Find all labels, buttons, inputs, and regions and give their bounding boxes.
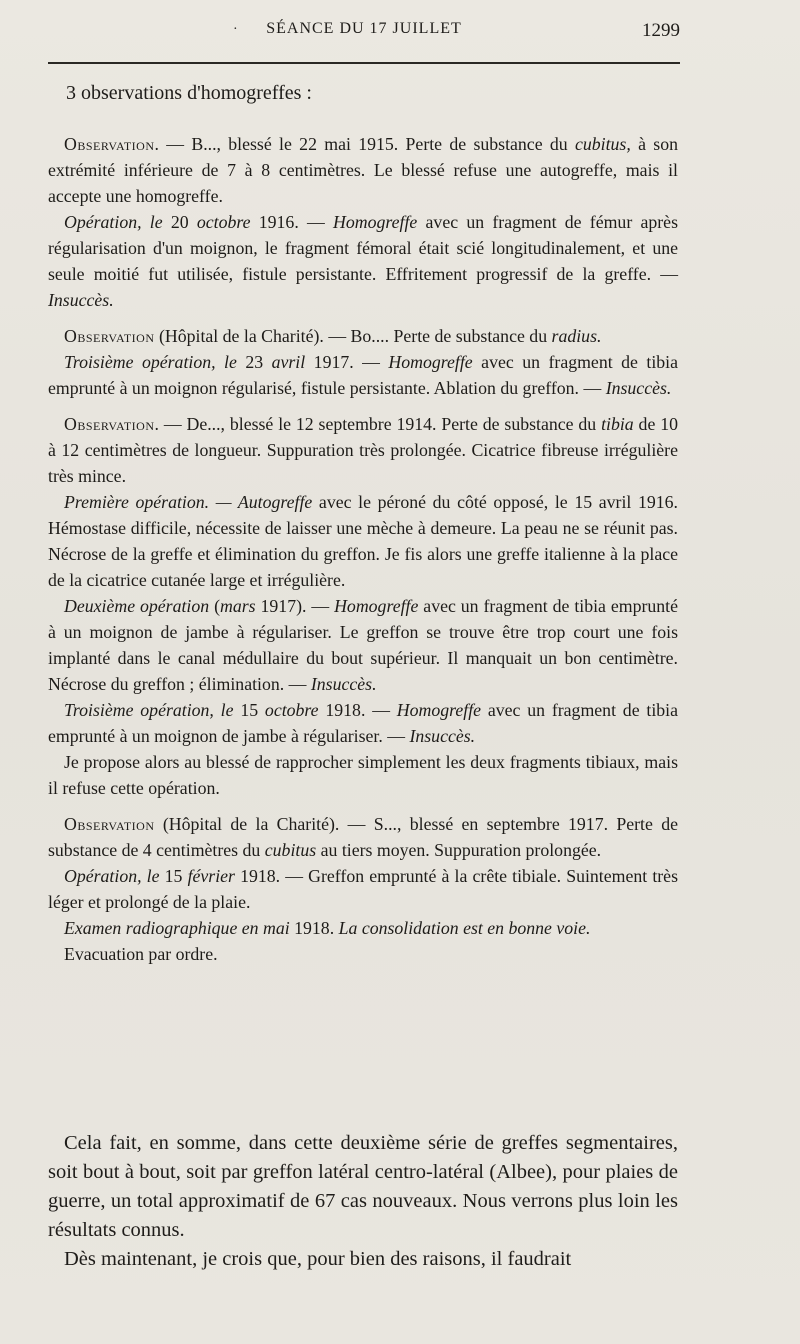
observation-3-intro	[48, 411, 678, 489]
text-span: 15	[159, 866, 188, 886]
observation-1-operation	[48, 209, 678, 313]
text-span: 15	[233, 700, 265, 720]
italic-span: Insuccès.	[605, 378, 672, 398]
italic-span: Deuxième opération	[64, 596, 210, 616]
text-span: avec un fragment de fémur après régularisation d'un moignon, le fragment fémoral était scié longitudinalement, et une seule moitié fut utilisée, fistule persistante. Effritement progressif de la greffe. —	[48, 212, 678, 284]
observation-label: Observation	[64, 326, 155, 346]
page-number: 1299	[642, 20, 680, 41]
italic-span: Troisième opération, le	[64, 352, 237, 372]
italic-span: tibia	[601, 414, 634, 434]
italic-span: cubitus	[264, 840, 317, 860]
italic-span: Examen radiographique en mai	[64, 918, 290, 938]
observation-4-evacuation	[48, 941, 678, 967]
section-title: 3 observations d'homogreffes :	[66, 82, 312, 104]
text-span: Je propose alors au blessé de rapprocher simplement les deux fragments tibiaux, mais il refuse cette opération.	[48, 752, 678, 798]
observation-label: Observation	[64, 414, 155, 434]
text-span: Evacuation par ordre.	[64, 944, 218, 964]
italic-span: Insuccès.	[310, 674, 377, 694]
italic-span: Homogreffe	[333, 212, 418, 232]
italic-span: octobre	[264, 700, 319, 720]
text-span: de 10 à 12 centimètres de longueur. Suppuration très prolongée. Cicatrice fibreuse irrégulière très mince.	[48, 414, 678, 486]
text-span: 1917. —	[305, 352, 389, 372]
italic-span: mars	[220, 596, 256, 616]
text-span: avec un fragment de tibia emprunté à un moignon régularisé, fistule persistante. Ablation du greffon. —	[48, 352, 678, 398]
italic-span: février	[187, 866, 235, 886]
text-span: 1916. —	[250, 212, 334, 232]
observation-label: Observation	[64, 134, 155, 154]
italic-span: Homogreffe	[396, 700, 482, 720]
text-span: avec un fragment de tibia emprunté à un moignon de jambe à régulariser. —	[48, 700, 678, 746]
observations-block	[48, 131, 678, 967]
text-span: (Hôpital de la Charité). — Bo.... Perte de substance du	[154, 326, 552, 346]
italic-span: Insuccès.	[48, 290, 114, 310]
observation-3-third-operation	[48, 697, 678, 749]
italic-span: Homogreffe	[334, 596, 419, 616]
italic-span: octobre	[196, 212, 251, 232]
text-span: au tiers moyen. Suppuration prolongée.	[316, 840, 602, 860]
text-span: avec le péroné du côté opposé, le 15 avril 1916. Hémostase difficile, nécessite de laisser une mèche à demeure. La peau ne se réunit pas. Nécrose de la greffe et élimination du greffon. Je fis alors une greffe italienne à la place de la cicatrice cutanée large et irrégulière.	[48, 492, 679, 590]
header-title: SÉANCE DU 17 JUILLET	[266, 20, 462, 37]
italic-span: Première opération. — Autogreffe	[64, 492, 313, 512]
observation-2-operation	[48, 349, 678, 401]
text-span: 1918. —	[318, 700, 397, 720]
italic-span: Homogreffe	[388, 352, 473, 372]
italic-span: Insuccès.	[409, 726, 476, 746]
text-span: 1918.	[289, 918, 339, 938]
text-span: (Hôpital de la Charité). — S..., blessé en septembre 1917. Perte de substance de 4 centimètres du	[48, 814, 678, 860]
text-span: (	[209, 596, 221, 616]
text-span: . — B..., blessé le 22 mai 1915. Perte de substance du	[154, 134, 575, 154]
italic-span: Troisième opération, le	[64, 700, 234, 720]
observation-3-first-operation	[48, 489, 678, 593]
observation-4-radiography	[48, 915, 678, 941]
header-rule	[48, 62, 680, 64]
observation-label: Observation	[64, 814, 155, 834]
italic-span: La consolidation est en bonne voie.	[338, 918, 591, 938]
running-head	[48, 18, 680, 48]
italic-span: radius.	[551, 326, 602, 346]
header-dot: ·	[233, 22, 238, 37]
observation-4-operation	[48, 863, 678, 915]
italic-span: avril	[271, 352, 306, 372]
text-span: 20	[162, 212, 197, 232]
observation-2-intro	[48, 323, 678, 349]
closing-paragraph: Cela fait, en somme, dans cette deuxième série de greffes segmentaires, soit bout à bout, soit par greffon latéral centro-latéral (Albee), pour plaies de guerre, un total approximatif de 67 cas nouveaux. Nous verrons plus loin les résultats connus.	[48, 1132, 678, 1241]
observation-1-intro	[48, 131, 678, 209]
observation-3-proposal	[48, 749, 678, 801]
text-span: 23	[236, 352, 272, 372]
italic-span: Opération, le	[64, 866, 160, 886]
text-span: 1918. — Greffon emprunté à la crête tibiale. Suintement très léger et prolongé de la plaie.	[48, 866, 678, 912]
observation-4-intro	[48, 811, 678, 863]
closing-block	[48, 1129, 678, 1274]
closing-paragraph-continued: Dès maintenant, je crois que, pour bien des raisons, il faudrait	[64, 1248, 572, 1270]
text-span: avec un fragment de tibia emprunté à un moignon de jambe à régulariser. Le greffon se trouve être trop court une fois implanté dans le canal médullaire du bout supérieur. Il manquait un bon centimètre. Nécrose du greffon ; élimination. —	[48, 596, 678, 694]
italic-span: cubitus,	[574, 134, 631, 154]
text-span: . — De..., blessé le 12 septembre 1914. Perte de substance du	[154, 414, 602, 434]
observation-3-second-operation	[48, 593, 678, 697]
text-span: à son extrémité inférieure de 7 à 8 centimètres. Le blessé refuse une autogreffe, mais il accepte une homogreffe.	[48, 134, 678, 206]
text-span: 1917). —	[255, 596, 335, 616]
italic-span: Opération, le	[64, 212, 163, 232]
